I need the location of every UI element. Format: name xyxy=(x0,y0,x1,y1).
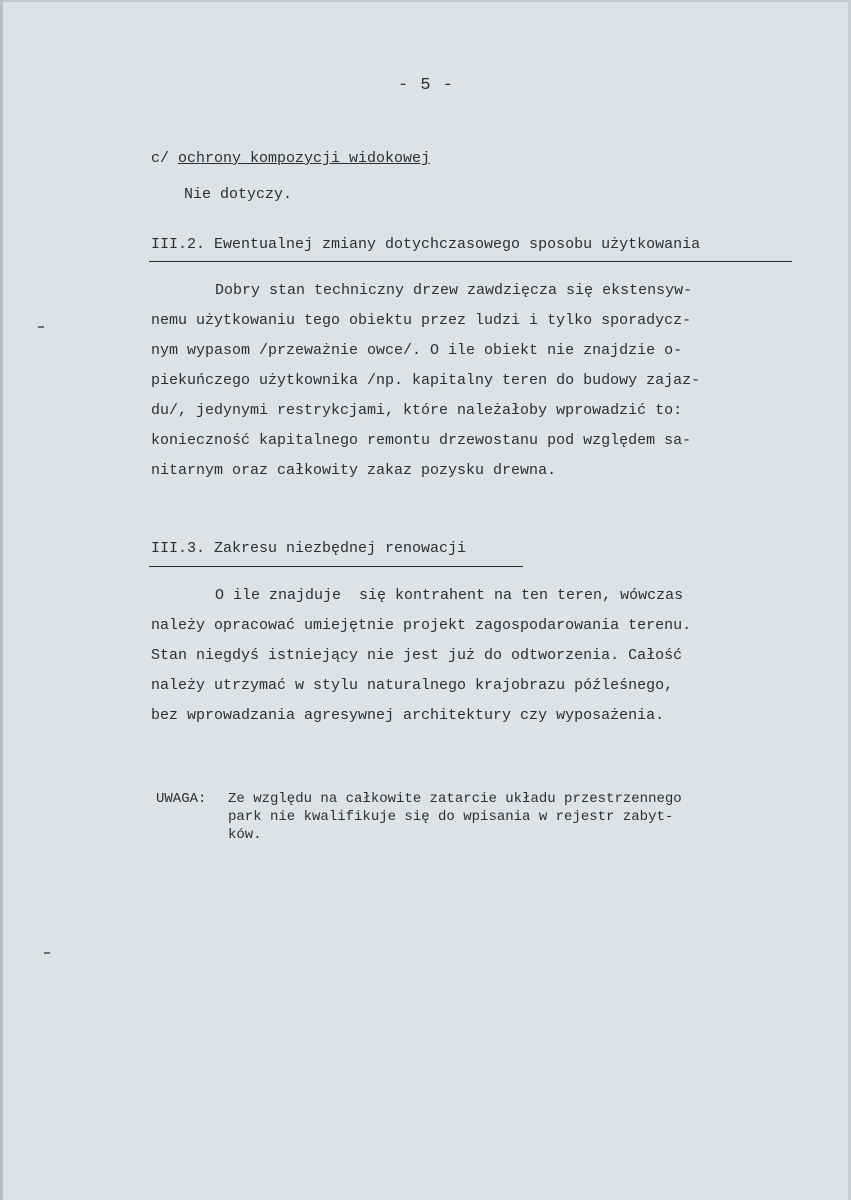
page-top-edge xyxy=(0,0,851,2)
section-III-2-line: piekuńczego użytkownika /np. kapitalny teren do budowy zajaz- xyxy=(151,372,701,389)
section-III-2-line: konieczność kapitalnego remontu drzewostanu pod względem sa- xyxy=(151,432,692,449)
section-c-prefix: c/ xyxy=(151,150,179,167)
section-III-2-title: III.2. Ewentualnej zmiany dotychczasowego sposobu użytkowania xyxy=(151,236,701,253)
section-III-3-line: O ile znajduje się kontrahent na ten teren, wówczas xyxy=(215,587,684,604)
section-III-2-line: nemu użytkowaniu tego obiektu przez ludzi i tylko sporadycz- xyxy=(151,312,692,329)
section-III-2-line: nitarnym oraz całkowity zakaz pozysku drewna. xyxy=(151,462,557,479)
section-III-3-rule xyxy=(149,566,523,567)
section-III-3-line: należy utrzymać w stylu naturalnego krajobrazu późleśnego, xyxy=(151,677,674,694)
section-III-3-line: Stan niegdyś istniejący nie jest już do odtworzenia. Całość xyxy=(151,647,683,664)
section-III-3-title: III.3. Zakresu niezbędnej renowacji xyxy=(151,540,467,557)
note-label: UWAGA: xyxy=(156,791,207,807)
note-line: Ze względu na całkowite zatarcie układu przestrzennego xyxy=(228,791,682,807)
page-left-edge xyxy=(0,0,3,1200)
note-line: park nie kwalifikuje się do wpisania w rejestr zabyt- xyxy=(228,809,674,825)
margin-mark xyxy=(38,326,44,328)
page-number: - 5 - xyxy=(398,76,455,95)
section-III-2-line: du/, jedynymi restrykcjami, które należałoby wprowadzić to: xyxy=(151,402,683,419)
section-III-2-line: Dobry stan techniczny drzew zawdzięcza się ekstensyw- xyxy=(215,282,693,299)
section-III-2-line: nym wypasom /przeważnie owce/. O ile obiekt nie znajdzie o- xyxy=(151,342,683,359)
section-c-heading xyxy=(151,150,430,167)
section-c-body: Nie dotyczy. xyxy=(184,186,293,203)
note-line: ków. xyxy=(228,827,262,843)
section-III-3-line: bez wprowadzania agresywnej architektury czy wyposażenia. xyxy=(151,707,665,724)
section-III-3-line: należy opracować umiejętnie projekt zagospodarowania terenu. xyxy=(151,617,692,634)
section-c-title: ochrony kompozycji widokowej xyxy=(178,150,431,167)
section-III-2-rule xyxy=(149,261,792,262)
margin-mark xyxy=(44,952,50,954)
